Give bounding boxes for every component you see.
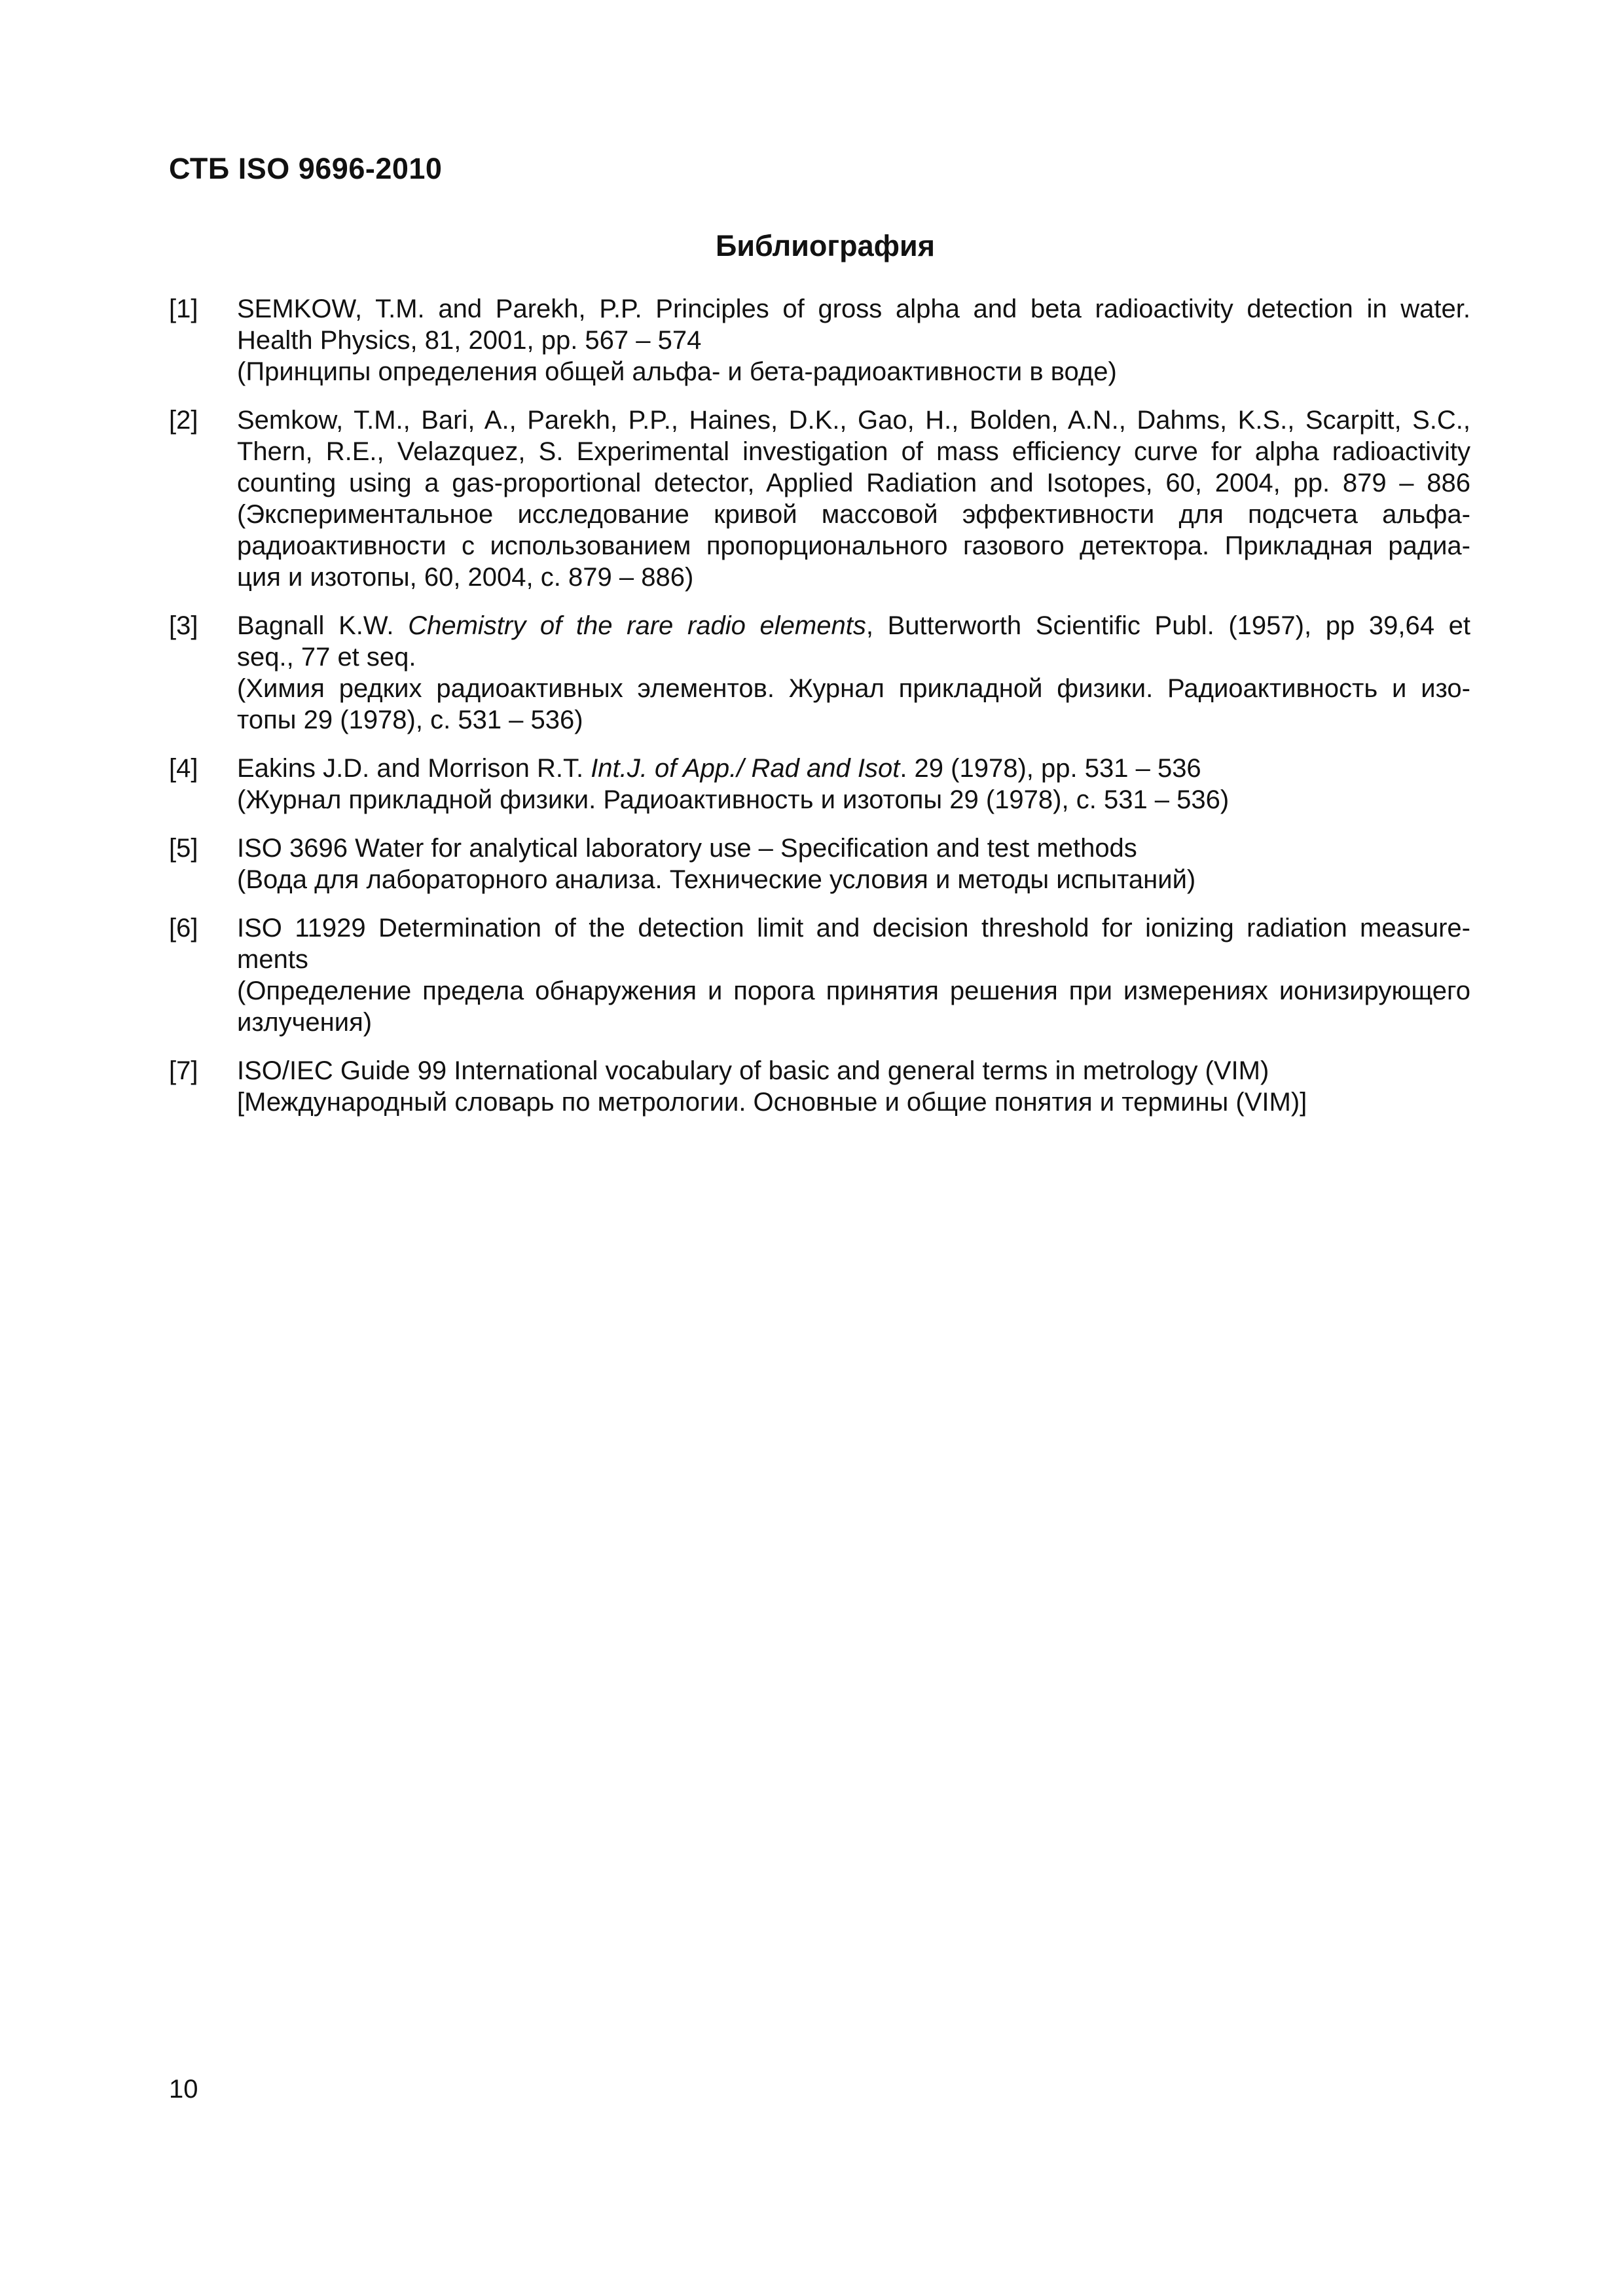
entry-text <box>237 1055 1470 1118</box>
entry-text <box>237 610 1470 736</box>
bibliography-entry <box>169 833 1470 895</box>
entry-text <box>237 753 1470 816</box>
entry-line: ments <box>237 945 308 974</box>
entry-line: (Экспериментальное исследование кривой массовой эффективности для подсчета альфа- <box>237 500 1470 529</box>
bibliography-entry <box>169 404 1470 593</box>
entry-author: Eakins J.D. and Morrison R.T. <box>237 754 591 783</box>
entry-number: [2] <box>169 406 198 435</box>
entry-number: [6] <box>169 914 198 942</box>
entry-number: [3] <box>169 611 198 640</box>
entry-line: излучения) <box>237 1008 373 1037</box>
entry-line: ISO/IEC Guide 99 International vocabulary of basic and general terms in metrology (VIM) <box>237 1056 1269 1085</box>
entry-text <box>237 404 1470 593</box>
entry-line <box>237 610 1470 641</box>
entry-line: seq., 77 et seq. <box>237 643 416 672</box>
entry-line: ISO 3696 Water for analytical laboratory use – Specification and test methods <box>237 834 1137 863</box>
entry-line: ция и изотопы, 60, 2004, с. 879 – 886) <box>237 563 694 592</box>
entry-line: Semkow, T.M., Bari, A., Parekh, P.P., Haines, D.K., Gao, H., Bolden, A.N., Dahms, K.S., Scarpitt, S.C., <box>237 406 1470 435</box>
bibliography-entry <box>169 1055 1470 1118</box>
entry-text <box>237 293 1470 387</box>
bibliography-entry <box>169 912 1470 1038</box>
entry-number: [1] <box>169 295 198 323</box>
entry-line: топы 29 (1978), с. 531 – 536) <box>237 706 583 734</box>
entry-line: Health Physics, 81, 2001, pp. 567 – 574 <box>237 326 702 355</box>
entry-number: [4] <box>169 754 198 783</box>
bibliography-list <box>169 293 1470 1135</box>
entry-number: [5] <box>169 834 198 863</box>
entry-line: (Принципы определения общей альфа- и бета-радиоактивности в воде) <box>237 357 1117 386</box>
entry-line: (Определение предела обнаружения и порога принятия решения при измерениях ионизирующего <box>237 977 1470 1005</box>
entry-line: (Вода для лабораторного анализа. Технические условия и методы испытаний) <box>237 865 1196 894</box>
document-header: СТБ ISO 9696-2010 <box>169 152 443 185</box>
entry-line: Thern, R.E., Velazquez, S. Experimental investigation of mass efficiency curve for alpha radioactivity <box>237 437 1470 466</box>
entry-publisher: , Butterworth Scientific Publ. (1957), pp 39,64 et <box>866 611 1470 640</box>
entry-line: ISO 11929 Determination of the detection limit and decision threshold for ionizing radiation measure- <box>237 914 1470 942</box>
entry-text <box>237 912 1470 1038</box>
entry-journal-title: Int.J. of App./ Rad and Isot <box>591 754 900 783</box>
entry-author: Bagnall K.W. <box>237 611 409 640</box>
page-number: 10 <box>169 2075 198 2104</box>
entry-line: counting using a gas-proportional detector, Applied Radiation and Isotopes, 60, 2004, pp. 879 – 886 <box>237 469 1470 497</box>
bibliography-entry <box>169 293 1470 387</box>
entry-work-title: Chemistry of the rare radio elements <box>408 611 866 640</box>
entry-line: радиоактивности с использованием пропорционального газового детектора. Прикладная радиа- <box>237 531 1470 560</box>
bibliography-entry <box>169 753 1470 816</box>
bibliography-entry <box>169 610 1470 736</box>
entry-citation: . 29 (1978), pp. 531 – 536 <box>900 754 1201 783</box>
entry-line: (Журнал прикладной физики. Радиоактивность и изотопы 29 (1978), с. 531 – 536) <box>237 785 1230 814</box>
entry-line: SEMKOW, T.M. and Parekh, P.P. Principles of gross alpha and beta radioactivity detection in water. <box>237 295 1470 323</box>
entry-line <box>237 753 1470 784</box>
section-title: Библиография <box>716 229 935 262</box>
entry-line: (Химия редких радиоактивных элементов. Журнал прикладной физики. Радиоактивность и изо- <box>237 674 1470 703</box>
entry-text <box>237 833 1470 895</box>
entry-number: [7] <box>169 1056 198 1085</box>
entry-line: [Международный словарь по метрологии. Основные и общие понятия и термины (VIM)] <box>237 1088 1307 1117</box>
